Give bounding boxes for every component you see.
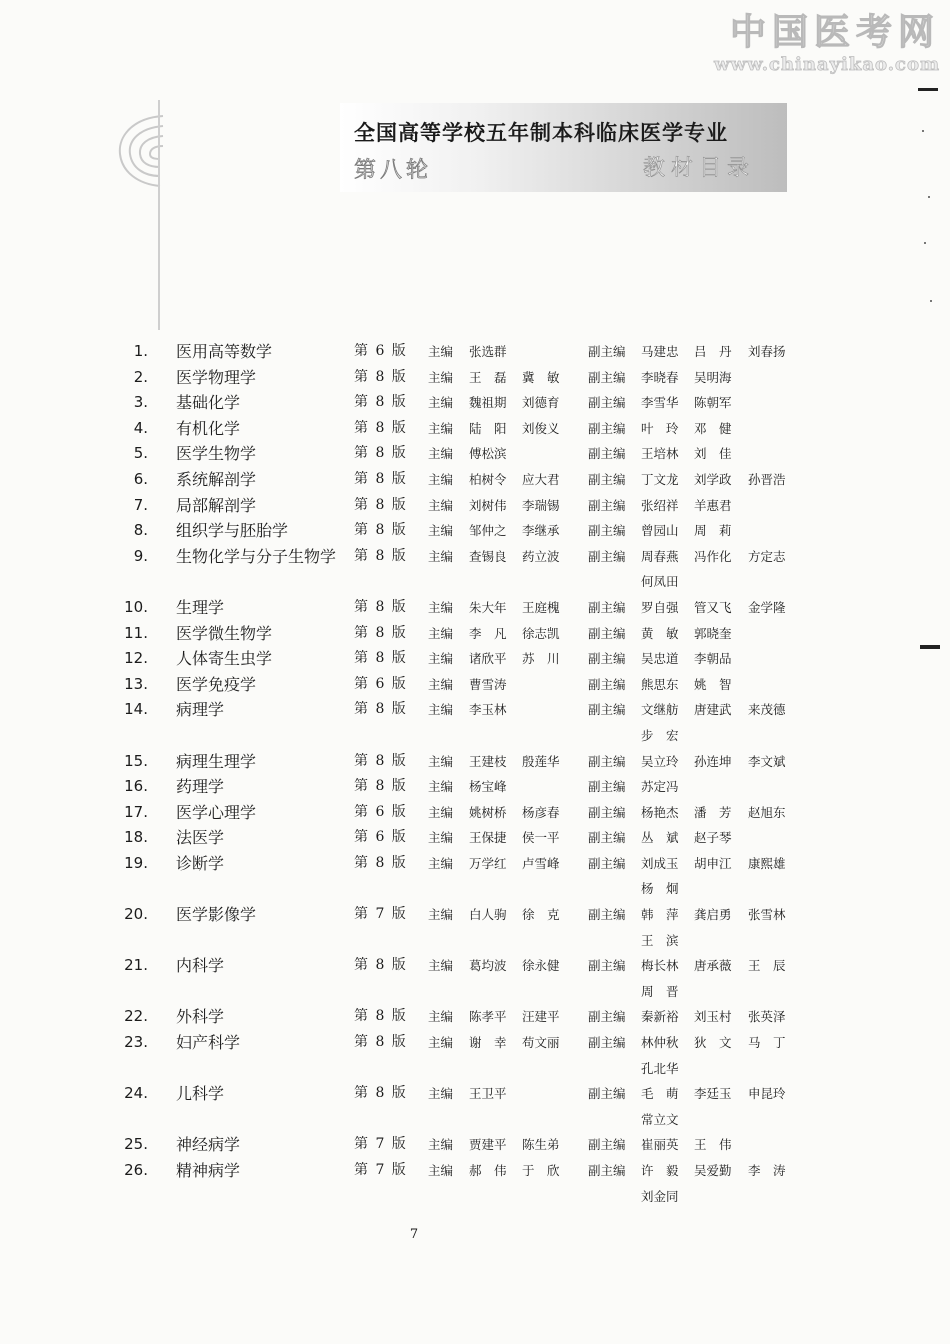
deputy-editor-label: 副主编 <box>588 420 626 436</box>
chief-editor-name: 侯一平 <box>522 830 560 846</box>
textbook-entry <box>0 390 950 416</box>
deputy-editor-name: 李晓春 <box>641 369 679 385</box>
deputy-editor-label: 副主编 <box>588 855 626 871</box>
deputy-editor-name: 周春燕 <box>641 548 679 564</box>
deputy-editor-name: 赵子琴 <box>694 830 732 846</box>
chief-editor-label: 主编 <box>428 958 454 974</box>
textbook-entry <box>0 365 950 391</box>
chief-editor-name: 汪建平 <box>522 1009 560 1025</box>
header-banner <box>340 103 787 192</box>
textbook-entry <box>0 953 950 1004</box>
scan-edge-dot <box>922 130 924 132</box>
deputy-editor-name: 吴爱勤 <box>694 1163 732 1178</box>
deputy-editor-name: 李朝品 <box>694 651 732 667</box>
chief-editor-name: 万学红 <box>469 855 507 871</box>
entry-edition: 第 8 版 <box>354 522 406 539</box>
entry-edition: 第 8 版 <box>354 368 406 385</box>
deputy-editor-label: 副主编 <box>588 779 626 795</box>
entry-edition: 第 8 版 <box>354 957 406 974</box>
chief-editor-name: 邹仲之 <box>469 523 507 539</box>
entry-edition: 第 8 版 <box>354 650 406 667</box>
entry-title: 医学影像学 <box>176 905 257 925</box>
textbook-entry <box>0 697 950 748</box>
chief-editor-label: 主编 <box>428 369 454 385</box>
entry-edition: 第 7 版 <box>354 906 406 923</box>
entry-edition: 第 8 版 <box>354 701 406 718</box>
deputy-editor-label: 副主编 <box>588 446 626 462</box>
deputy-editor-label: 副主编 <box>588 907 626 923</box>
entry-number: 6. <box>133 469 148 488</box>
chief-editor-name: 杨彦春 <box>522 804 560 820</box>
deputy-editor-name: 文继舫 <box>641 702 679 718</box>
deputy-editor-name: 杨 炯 <box>641 881 679 897</box>
chief-editor-label: 主编 <box>428 625 454 641</box>
chief-editor-label: 主编 <box>428 804 454 820</box>
scan-edge-dot <box>930 300 932 302</box>
page-title: 全国高等学校五年制本科临床医学专业 <box>354 121 728 145</box>
chief-editor-name: 谢 幸 <box>469 1035 507 1051</box>
deputy-editor-name: 张英泽 <box>748 1009 786 1025</box>
entry-number: 16. <box>124 777 148 796</box>
entry-edition: 第 7 版 <box>354 1136 406 1153</box>
chief-editor-name: 朱大年 <box>469 599 507 615</box>
deputy-editor-label: 副主编 <box>588 1035 626 1051</box>
entry-edition: 第 6 版 <box>354 675 406 692</box>
deputy-editor-label: 副主编 <box>588 1137 626 1153</box>
deputy-editor-name: 许 毅 <box>641 1163 679 1178</box>
entry-title: 医学微生物学 <box>176 623 273 643</box>
deputy-editor-label: 副主编 <box>588 958 626 974</box>
deputy-editor-label: 副主编 <box>588 344 626 359</box>
chief-editor-label: 主编 <box>428 1086 454 1102</box>
entry-number: 17. <box>124 802 148 821</box>
chief-editor-name: 苏 川 <box>522 651 560 667</box>
textbook-entry <box>0 1132 950 1158</box>
chief-editor-label: 主编 <box>428 753 454 769</box>
chief-editor-label: 主编 <box>428 830 454 846</box>
entry-title: 病理学 <box>176 700 225 720</box>
deputy-editor-name: 孙连坤 <box>694 753 732 769</box>
deputy-editor-name: 金学隆 <box>748 599 786 615</box>
deputy-editor-name: 张绍祥 <box>641 497 679 513</box>
deputy-editor-label: 副主编 <box>588 676 626 692</box>
textbook-entry <box>0 416 950 442</box>
chief-editor-name: 王庭槐 <box>522 599 560 615</box>
deputy-editor-name: 王 伟 <box>694 1137 732 1153</box>
chief-editor-name: 药立波 <box>522 548 560 564</box>
deputy-editor-name: 刘玉村 <box>694 1009 732 1025</box>
deputy-editor-name: 王培林 <box>641 446 679 462</box>
deputy-editor-name: 步 宏 <box>641 727 679 743</box>
entry-title: 医学物理学 <box>176 367 257 387</box>
deputy-editor-label: 副主编 <box>588 523 626 539</box>
deputy-editor-name: 韩 萍 <box>641 907 679 923</box>
chief-editor-name: 徐 克 <box>522 907 560 923</box>
entry-number: 5. <box>133 444 148 463</box>
entry-title: 医学心理学 <box>176 802 257 822</box>
chief-editor-name: 陆 阳 <box>469 420 507 436</box>
entry-number: 24. <box>124 1084 148 1103</box>
chief-editor-name: 王建枝 <box>469 753 507 769</box>
deputy-editor-name: 龚启勇 <box>694 907 732 923</box>
textbook-entry <box>0 774 950 800</box>
deputy-editor-name: 康熙雄 <box>748 855 786 871</box>
chief-editor-name: 李 凡 <box>469 625 507 641</box>
textbook-entry <box>0 1158 950 1209</box>
chief-editor-name: 查锡良 <box>469 548 507 564</box>
deputy-editor-name: 刘春扬 <box>748 344 786 359</box>
textbook-entry <box>0 851 950 902</box>
entry-edition: 第 8 版 <box>354 624 406 641</box>
chief-editor-name: 柏树令 <box>469 471 507 487</box>
deputy-editor-name: 李 涛 <box>748 1163 786 1178</box>
chief-editor-name: 白人驹 <box>469 907 507 923</box>
deputy-editor-label: 副主编 <box>588 395 626 411</box>
deputy-editor-name: 吴立玲 <box>641 753 679 769</box>
chief-editor-label: 主编 <box>428 344 454 359</box>
chief-editor-label: 主编 <box>428 446 454 462</box>
chief-editor-label: 主编 <box>428 523 454 539</box>
deputy-editor-name: 李廷玉 <box>694 1086 732 1102</box>
deputy-editor-label: 副主编 <box>588 651 626 667</box>
deputy-editor-name: 陈朝军 <box>694 395 732 411</box>
deputy-editor-name: 常立文 <box>641 1111 679 1127</box>
chief-editor-name: 诸欣平 <box>469 651 507 667</box>
chief-editor-label: 主编 <box>428 1163 454 1178</box>
chief-editor-name: 刘德育 <box>522 395 560 411</box>
textbook-entry <box>0 467 950 493</box>
deputy-editor-name: 崔丽英 <box>641 1137 679 1153</box>
deputy-editor-label: 副主编 <box>588 471 626 487</box>
textbook-entry <box>0 800 950 826</box>
chief-editor-label: 主编 <box>428 855 454 871</box>
scan-edge-dot <box>924 242 926 244</box>
entry-number: 7. <box>133 495 148 514</box>
textbook-entry <box>0 493 950 519</box>
entry-number: 10. <box>124 597 148 616</box>
edition-round-label: 第八轮 <box>354 158 433 183</box>
chief-editor-name: 魏祖期 <box>469 395 507 411</box>
entry-title: 基础化学 <box>176 393 241 413</box>
entry-title: 妇产科学 <box>176 1033 241 1053</box>
entry-number: 21. <box>124 956 148 975</box>
entry-title: 组织学与胚胎学 <box>176 521 289 541</box>
entry-number: 3. <box>133 393 148 412</box>
chief-editor-name: 卢雪峰 <box>522 855 560 871</box>
watermark-logo <box>714 12 940 75</box>
deputy-editor-name: 刘金同 <box>641 1188 679 1204</box>
deputy-editor-name: 何凤田 <box>641 574 679 590</box>
textbook-entry <box>0 1030 950 1081</box>
entry-number: 20. <box>124 905 148 924</box>
deputy-editor-label: 副主编 <box>588 625 626 641</box>
entry-title: 内科学 <box>176 956 225 976</box>
deputy-editor-name: 姚 智 <box>694 676 732 692</box>
scan-edge-dot <box>928 196 930 198</box>
entry-title: 精神病学 <box>176 1161 241 1180</box>
entry-edition: 第 6 版 <box>354 343 406 359</box>
deputy-editor-name: 刘 佳 <box>694 446 732 462</box>
deputy-editor-name: 申昆玲 <box>748 1086 786 1102</box>
chief-editor-name: 刘俊义 <box>522 420 560 436</box>
entry-title: 诊断学 <box>176 853 225 873</box>
textbook-entry <box>0 672 950 698</box>
chief-editor-name: 杨宝峰 <box>469 779 507 795</box>
chief-editor-label: 主编 <box>428 548 454 564</box>
entry-number: 15. <box>124 751 148 770</box>
entry-number: 12. <box>124 649 148 668</box>
deputy-editor-name: 刘学政 <box>694 471 732 487</box>
chief-editor-label: 主编 <box>428 651 454 667</box>
deputy-editor-name: 王 滨 <box>641 932 679 948</box>
entry-number: 14. <box>124 700 148 719</box>
chief-editor-label: 主编 <box>428 676 454 692</box>
chief-editor-name: 张选群 <box>469 344 507 359</box>
deputy-editor-name: 张雪林 <box>748 907 786 923</box>
deputy-editor-label: 副主编 <box>588 1163 626 1178</box>
deputy-editor-name: 唐建武 <box>694 702 732 718</box>
entry-title: 医学免疫学 <box>176 674 257 694</box>
entry-edition: 第 8 版 <box>354 419 406 436</box>
textbook-entry <box>0 544 950 595</box>
deputy-editor-label: 副主编 <box>588 1086 626 1102</box>
deputy-editor-name: 梅长林 <box>641 958 679 974</box>
chief-editor-label: 主编 <box>428 471 454 487</box>
entry-edition: 第 6 版 <box>354 803 406 820</box>
entry-edition: 第 8 版 <box>354 547 406 564</box>
entry-number: 1. <box>133 342 148 360</box>
entry-edition: 第 8 版 <box>354 1008 406 1025</box>
scan-edge-mark <box>918 88 938 91</box>
deputy-editor-name: 冯作化 <box>694 548 732 564</box>
deputy-editor-name: 叶 玲 <box>641 420 679 436</box>
chief-editor-label: 主编 <box>428 702 454 718</box>
chief-editor-name: 应大君 <box>522 471 560 487</box>
deputy-editor-name: 管又飞 <box>694 599 732 615</box>
catalog-label: 教材目录 <box>642 156 755 181</box>
entry-title: 法医学 <box>176 828 225 848</box>
entry-number: 11. <box>124 623 148 642</box>
entry-title: 医学生物学 <box>176 444 257 464</box>
textbook-entry <box>0 595 950 621</box>
deputy-editor-name: 林仲秋 <box>641 1035 679 1051</box>
entry-number: 25. <box>124 1135 148 1154</box>
chief-editor-name: 姚树桥 <box>469 804 507 820</box>
entry-edition: 第 8 版 <box>354 778 406 795</box>
deputy-editor-name: 羊惠君 <box>694 497 732 513</box>
deputy-editor-name: 郭晓奎 <box>694 625 732 641</box>
entry-title: 系统解剖学 <box>176 469 257 489</box>
deputy-editor-name: 胡申江 <box>694 855 732 871</box>
deputy-editor-name: 李雪华 <box>641 395 679 411</box>
chief-editor-name: 苟文丽 <box>522 1035 560 1051</box>
deputy-editor-label: 副主编 <box>588 1009 626 1025</box>
deputy-editor-label: 副主编 <box>588 497 626 513</box>
deputy-editor-name: 马 丁 <box>748 1035 786 1051</box>
entry-edition: 第 8 版 <box>354 445 406 462</box>
textbook-entry <box>0 902 950 953</box>
deputy-editor-label: 副主编 <box>588 702 626 718</box>
entry-edition: 第 8 版 <box>354 752 406 769</box>
chief-editor-name: 李瑞锡 <box>522 497 560 513</box>
entry-number: 18. <box>124 828 148 847</box>
textbook-entry <box>0 518 950 544</box>
textbook-entry <box>0 621 950 647</box>
deputy-editor-name: 吴明海 <box>694 369 732 385</box>
deputy-editor-name: 狄 文 <box>694 1035 732 1051</box>
entry-title: 生物化学与分子生物学 <box>176 546 337 566</box>
entry-edition: 第 8 版 <box>354 470 406 487</box>
entry-title: 儿科学 <box>176 1084 225 1104</box>
deputy-editor-name: 罗自强 <box>641 599 679 615</box>
entry-edition: 第 8 版 <box>354 854 406 871</box>
deputy-editor-label: 副主编 <box>588 599 626 615</box>
deputy-editor-name: 王 辰 <box>748 958 786 974</box>
chief-editor-name: 王卫平 <box>469 1086 507 1102</box>
textbook-entry <box>0 646 950 672</box>
textbook-entry <box>0 749 950 775</box>
deputy-editor-name: 吴忠道 <box>641 651 679 667</box>
entry-number: 23. <box>124 1033 148 1052</box>
entry-edition: 第 8 版 <box>354 496 406 513</box>
chief-editor-name: 冀 敏 <box>522 369 560 385</box>
deputy-editor-label: 副主编 <box>588 804 626 820</box>
chief-editor-name: 李玉林 <box>469 702 507 718</box>
entry-edition: 第 8 版 <box>354 598 406 615</box>
chief-editor-name: 殷莲华 <box>522 753 560 769</box>
entry-edition: 第 7 版 <box>354 1162 406 1178</box>
deputy-editor-label: 副主编 <box>588 548 626 564</box>
deputy-editor-name: 方定志 <box>748 548 786 564</box>
entry-number: 9. <box>133 546 148 565</box>
deputy-editor-name: 邓 健 <box>694 420 732 436</box>
entry-number: 4. <box>133 418 148 437</box>
deputy-editor-name: 丛 斌 <box>641 830 679 846</box>
deputy-editor-label: 副主编 <box>588 753 626 769</box>
deputy-editor-name: 杨艳杰 <box>641 804 679 820</box>
deputy-editor-name: 吕 丹 <box>694 344 732 359</box>
chief-editor-label: 主编 <box>428 1137 454 1153</box>
deputy-editor-name: 周 晋 <box>641 983 679 999</box>
chief-editor-label: 主编 <box>428 1009 454 1025</box>
chief-editor-label: 主编 <box>428 420 454 436</box>
textbook-list <box>0 339 950 1209</box>
entry-edition: 第 8 版 <box>354 394 406 411</box>
entry-number: 26. <box>124 1161 148 1179</box>
entry-title: 医用高等数学 <box>176 342 273 361</box>
chief-editor-label: 主编 <box>428 497 454 513</box>
entry-number: 8. <box>133 521 148 540</box>
chief-editor-name: 郝 伟 <box>469 1163 507 1178</box>
textbook-entry <box>0 441 950 467</box>
deputy-editor-label: 副主编 <box>588 830 626 846</box>
page-number: 7 <box>409 1227 419 1242</box>
deputy-editor-name: 曾园山 <box>641 523 679 539</box>
entry-title: 药理学 <box>176 777 225 797</box>
chief-editor-name: 陈孝平 <box>469 1009 507 1025</box>
deputy-editor-name: 孔北华 <box>641 1060 679 1076</box>
entry-title: 病理生理学 <box>176 751 257 771</box>
entry-number: 2. <box>133 367 148 386</box>
chief-editor-name: 徐永健 <box>522 958 560 974</box>
entry-title: 局部解剖学 <box>176 495 257 515</box>
chief-editor-name: 傅松滨 <box>469 446 507 462</box>
watermark-chinese: 中国医考网 <box>729 11 940 53</box>
entry-number: 13. <box>124 674 148 693</box>
textbook-entry <box>0 825 950 851</box>
chief-editor-name: 刘树伟 <box>469 497 507 513</box>
watermark-url: www.chinayikao.com <box>714 54 940 75</box>
entry-title: 有机化学 <box>176 418 241 438</box>
entry-title: 外科学 <box>176 1007 225 1027</box>
chief-editor-name: 王 磊 <box>469 369 507 385</box>
chief-editor-name: 曹雪涛 <box>469 676 507 692</box>
chief-editor-name: 葛均波 <box>469 958 507 974</box>
deputy-editor-name: 毛 萌 <box>641 1086 679 1102</box>
deputy-editor-name: 周 莉 <box>694 523 732 539</box>
deputy-editor-name: 潘 芳 <box>694 804 732 820</box>
entry-title: 生理学 <box>176 597 225 617</box>
deputy-editor-name: 刘成玉 <box>641 855 679 871</box>
deputy-editor-name: 赵旭东 <box>748 804 786 820</box>
deputy-editor-name: 李文斌 <box>748 753 786 769</box>
chief-editor-label: 主编 <box>428 907 454 923</box>
textbook-entry <box>0 339 950 365</box>
entry-edition: 第 8 版 <box>354 1085 406 1102</box>
entry-title: 神经病学 <box>176 1135 241 1155</box>
entry-edition: 第 8 版 <box>354 1034 406 1051</box>
textbook-entry <box>0 1081 950 1132</box>
chief-editor-name: 陈生弟 <box>522 1137 560 1153</box>
deputy-editor-name: 熊思东 <box>641 676 679 692</box>
entry-edition: 第 6 版 <box>354 829 406 846</box>
entry-number: 22. <box>124 1007 148 1026</box>
chief-editor-name: 于 欣 <box>522 1163 560 1178</box>
decorative-vertical-rule <box>158 100 160 330</box>
deputy-editor-name: 唐承薇 <box>694 958 732 974</box>
chief-editor-label: 主编 <box>428 1035 454 1051</box>
chief-editor-label: 主编 <box>428 599 454 615</box>
chief-editor-name: 徐志凯 <box>522 625 560 641</box>
deputy-editor-name: 秦新裕 <box>641 1009 679 1025</box>
entry-title: 人体寄生虫学 <box>176 649 273 669</box>
deputy-editor-name: 马建忠 <box>641 344 679 359</box>
deputy-editor-name: 孙晋浩 <box>748 471 786 487</box>
chief-editor-name: 王保捷 <box>469 830 507 846</box>
deputy-editor-name: 来茂德 <box>748 702 786 718</box>
deputy-editor-label: 副主编 <box>588 369 626 385</box>
deputy-editor-name: 苏定冯 <box>641 779 679 795</box>
textbook-entry <box>0 1004 950 1030</box>
chief-editor-name: 李继承 <box>522 523 560 539</box>
entry-number: 19. <box>124 853 148 872</box>
chief-editor-name: 贾建平 <box>469 1137 507 1153</box>
deputy-editor-name: 黄 敏 <box>641 625 679 641</box>
chief-editor-label: 主编 <box>428 779 454 795</box>
deputy-editor-name: 丁文龙 <box>641 471 679 487</box>
chief-editor-label: 主编 <box>428 395 454 411</box>
